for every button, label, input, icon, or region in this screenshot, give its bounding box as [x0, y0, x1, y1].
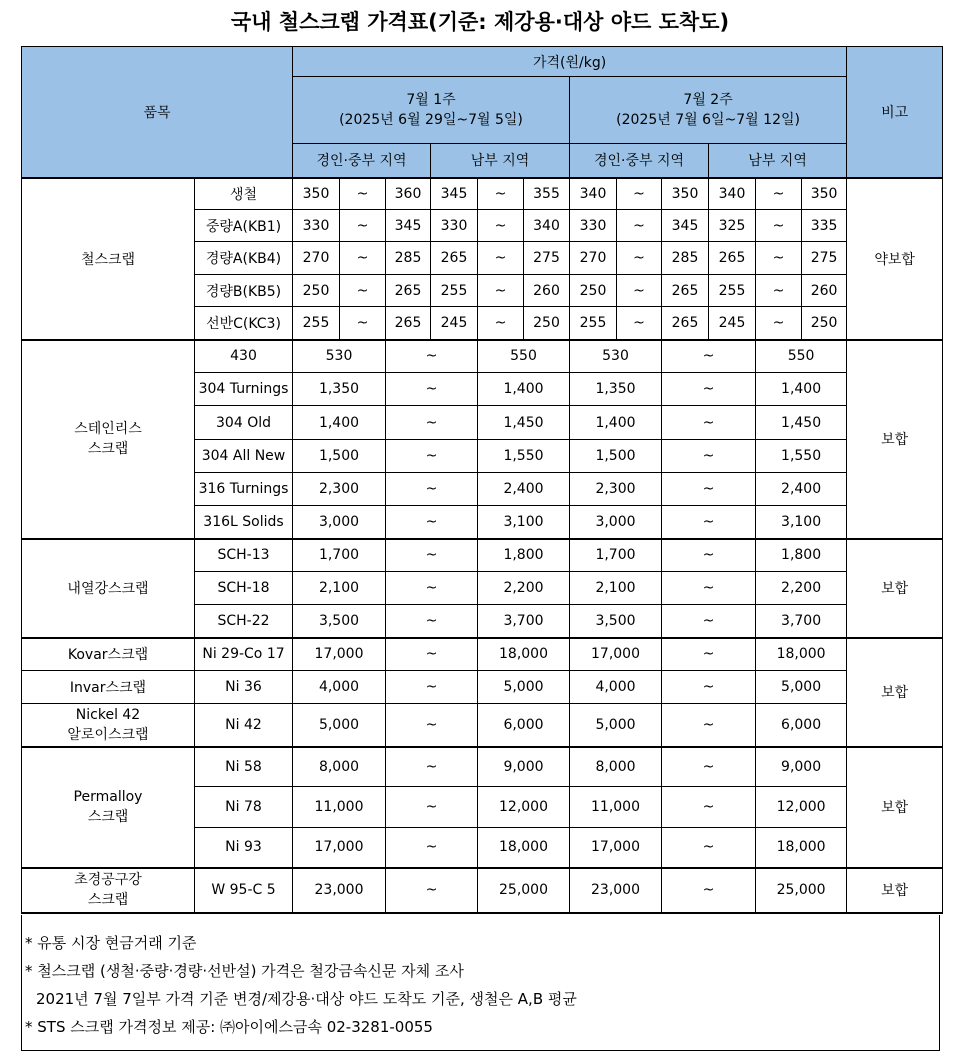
- sub-item: SCH-18: [195, 572, 293, 605]
- price-tilde: ~: [386, 506, 478, 539]
- price-low: 17,000: [293, 638, 386, 671]
- price-low: 340: [709, 178, 756, 210]
- price-low: 325: [709, 210, 756, 242]
- header-item: 품목: [22, 47, 293, 178]
- price-tilde: ~: [386, 704, 478, 747]
- sub-item: 316 Turnings: [195, 473, 293, 506]
- price-tilde: ~: [386, 440, 478, 473]
- note-line: * STS 스크랩 가격정보 제공: ㈜아이에스금속 02-3281-0055: [25, 1018, 433, 1036]
- price-tilde: ~: [662, 539, 756, 572]
- price-high: 265: [386, 275, 431, 307]
- price-low: 245: [709, 307, 756, 340]
- price-low: 8,000: [570, 747, 662, 787]
- header-remark: 비고: [847, 47, 943, 178]
- sub-item: Ni 29-Co 17: [195, 638, 293, 671]
- price-low: 2,300: [570, 473, 662, 506]
- price-low: 3,500: [293, 605, 386, 638]
- group-nickel42-scrap: [22, 704, 195, 747]
- price-tilde: ~: [662, 373, 756, 406]
- header-price-unit: 가격(원/kg): [293, 47, 847, 77]
- price-low: 4,000: [570, 671, 662, 704]
- price-low: 340: [570, 178, 617, 210]
- price-high: 2,200: [756, 572, 847, 605]
- header-week2-region2: 남부 지역: [709, 144, 847, 178]
- price-high: 6,000: [478, 704, 570, 747]
- price-tilde: ~: [340, 307, 386, 340]
- price-tilde: ~: [386, 787, 478, 828]
- group-nickel42-scrap-line: 알로이스크랩: [67, 726, 149, 743]
- price-tilde: ~: [478, 210, 524, 242]
- price-tilde: ~: [386, 539, 478, 572]
- sub-item: 중량A(KB1): [195, 210, 293, 242]
- price-low: 1,500: [293, 440, 386, 473]
- group-carbide-scrap-line: 초경공구강: [74, 872, 142, 888]
- price-high: 18,000: [756, 828, 847, 868]
- price-high: 1,550: [478, 440, 570, 473]
- price-tilde: ~: [662, 506, 756, 539]
- price-low: 2,300: [293, 473, 386, 506]
- price-low: 1,400: [293, 406, 386, 440]
- sub-item: 304 All New: [195, 440, 293, 473]
- price-table: [21, 46, 943, 914]
- header-week1: [293, 77, 570, 144]
- note-line: 2021년 7월 7일부 가격 기준 변경/제강용·대상 야드 도착도 기준, 생철은 A,B 평균: [36, 990, 577, 1008]
- price-low: 255: [293, 307, 340, 340]
- price-tilde: ~: [386, 671, 478, 704]
- price-low: 530: [293, 340, 386, 373]
- price-low: 245: [431, 307, 478, 340]
- price-tilde: ~: [617, 275, 662, 307]
- price-tilde: ~: [478, 242, 524, 275]
- price-high: 285: [386, 242, 431, 275]
- price-low: 17,000: [570, 638, 662, 671]
- price-high: 340: [524, 210, 570, 242]
- price-high: 9,000: [756, 747, 847, 787]
- header-week2-label: 7월 2주: [683, 92, 733, 108]
- note-line: * 유통 시장 현금거래 기준: [25, 934, 197, 952]
- price-tilde: ~: [386, 828, 478, 868]
- price-high: 265: [662, 275, 709, 307]
- price-high: 335: [802, 210, 847, 242]
- sub-item: SCH-22: [195, 605, 293, 638]
- price-high: 3,700: [756, 605, 847, 638]
- price-low: 255: [709, 275, 756, 307]
- price-high: 1,450: [756, 406, 847, 440]
- price-tilde: ~: [756, 242, 802, 275]
- group-permalloy-scrap-line: 스크랩: [87, 809, 129, 825]
- price-high: 3,100: [756, 506, 847, 539]
- sub-item: W 95-C 5: [195, 868, 293, 913]
- price-low: 2,100: [570, 572, 662, 605]
- remark-heat-resistant: 보합: [847, 539, 943, 638]
- price-tilde: ~: [478, 178, 524, 210]
- table-row: [22, 704, 943, 747]
- table-row: [22, 539, 943, 572]
- price-tilde: ~: [617, 178, 662, 210]
- price-tilde: ~: [662, 828, 756, 868]
- group-stainless-scrap: [22, 340, 195, 539]
- price-high: 260: [524, 275, 570, 307]
- table-row: [22, 638, 943, 671]
- group-iron-scrap: 철스크랩: [22, 178, 195, 340]
- price-low: 17,000: [293, 828, 386, 868]
- price-tilde: ~: [340, 242, 386, 275]
- price-low: 265: [709, 242, 756, 275]
- price-low: 5,000: [293, 704, 386, 747]
- group-carbide-scrap: [22, 868, 195, 913]
- table-row: [22, 340, 943, 373]
- price-high: 25,000: [478, 868, 570, 913]
- price-high: 12,000: [756, 787, 847, 828]
- price-high: 550: [478, 340, 570, 373]
- price-tilde: ~: [617, 307, 662, 340]
- price-low: 23,000: [293, 868, 386, 913]
- price-tilde: ~: [386, 747, 478, 787]
- sub-item: Ni 36: [195, 671, 293, 704]
- price-low: 1,400: [570, 406, 662, 440]
- price-high: 2,400: [478, 473, 570, 506]
- price-high: 18,000: [478, 638, 570, 671]
- header-week1-region2: 남부 지역: [431, 144, 570, 178]
- price-high: 275: [524, 242, 570, 275]
- price-high: 18,000: [478, 828, 570, 868]
- price-low: 350: [293, 178, 340, 210]
- group-stainless-scrap-line: 스테인리스: [74, 421, 142, 437]
- sub-item: Ni 58: [195, 747, 293, 787]
- price-low: 5,000: [570, 704, 662, 747]
- price-low: 530: [570, 340, 662, 373]
- header-week1-label: 7월 1주: [406, 92, 456, 108]
- price-low: 11,000: [293, 787, 386, 828]
- price-high: 18,000: [756, 638, 847, 671]
- price-low: 17,000: [570, 828, 662, 868]
- price-low: 4,000: [293, 671, 386, 704]
- remark-iron: 약보합: [847, 178, 943, 340]
- price-tilde: ~: [386, 406, 478, 440]
- sub-item: 선반C(KC3): [195, 307, 293, 340]
- price-high: 2,400: [756, 473, 847, 506]
- price-tilde: ~: [386, 340, 478, 373]
- price-tilde: ~: [340, 210, 386, 242]
- price-high: 1,400: [478, 373, 570, 406]
- price-tilde: ~: [386, 605, 478, 638]
- price-tilde: ~: [662, 704, 756, 747]
- price-high: 1,800: [478, 539, 570, 572]
- price-high: 12,000: [478, 787, 570, 828]
- price-high: 275: [802, 242, 847, 275]
- price-high: 550: [756, 340, 847, 373]
- sub-item: 430: [195, 340, 293, 373]
- table-row: [22, 747, 943, 787]
- sub-item: 경량A(KB4): [195, 242, 293, 275]
- note-line: * 철스크랩 (생철·중량·경량·선반설) 가격은 철강금속신문 자체 조사: [25, 962, 464, 980]
- price-tilde: ~: [617, 242, 662, 275]
- price-low: 1,350: [570, 373, 662, 406]
- price-low: 270: [570, 242, 617, 275]
- price-tilde: ~: [340, 178, 386, 210]
- price-low: 345: [431, 178, 478, 210]
- price-low: 3,000: [570, 506, 662, 539]
- price-high: 345: [662, 210, 709, 242]
- group-kovar-scrap: Kovar스크랩: [22, 638, 195, 671]
- price-tilde: ~: [662, 473, 756, 506]
- price-high: 350: [802, 178, 847, 210]
- price-high: 5,000: [478, 671, 570, 704]
- price-low: 250: [570, 275, 617, 307]
- price-low: 1,700: [570, 539, 662, 572]
- price-tilde: ~: [340, 275, 386, 307]
- price-tilde: ~: [662, 868, 756, 913]
- price-tilde: ~: [756, 210, 802, 242]
- remark-carbide: 보합: [847, 868, 943, 913]
- group-carbide-scrap-line: 스크랩: [87, 892, 129, 908]
- price-high: 2,200: [478, 572, 570, 605]
- header-week2-region1: 경인·중부 지역: [570, 144, 709, 178]
- header-week1-region1: 경인·중부 지역: [293, 144, 431, 178]
- table-row: [22, 178, 943, 210]
- price-high: 3,100: [478, 506, 570, 539]
- price-tilde: ~: [662, 638, 756, 671]
- price-low: 1,700: [293, 539, 386, 572]
- price-high: 250: [524, 307, 570, 340]
- price-low: 250: [293, 275, 340, 307]
- price-high: 25,000: [756, 868, 847, 913]
- price-low: 23,000: [570, 868, 662, 913]
- table-row: [22, 671, 943, 704]
- sub-item: 304 Old: [195, 406, 293, 440]
- price-high: 1,550: [756, 440, 847, 473]
- header-week2: [570, 77, 847, 144]
- price-tilde: ~: [756, 178, 802, 210]
- price-tilde: ~: [386, 373, 478, 406]
- sub-item: 316L Solids: [195, 506, 293, 539]
- price-high: 1,450: [478, 406, 570, 440]
- price-high: 5,000: [756, 671, 847, 704]
- price-tilde: ~: [386, 868, 478, 913]
- sub-item: Ni 93: [195, 828, 293, 868]
- group-heat-resistant-scrap: 내열강스크랩: [22, 539, 195, 638]
- price-tilde: ~: [662, 406, 756, 440]
- remark-alloy: 보합: [847, 638, 943, 747]
- price-high: 1,400: [756, 373, 847, 406]
- header-week2-range: (2025년 7월 6일~7월 12일): [616, 112, 800, 128]
- price-tilde: ~: [756, 275, 802, 307]
- price-tilde: ~: [386, 473, 478, 506]
- price-low: 255: [570, 307, 617, 340]
- notes-box: [21, 915, 940, 1051]
- price-high: 265: [386, 307, 431, 340]
- price-low: 265: [431, 242, 478, 275]
- price-tilde: ~: [662, 671, 756, 704]
- price-high: 350: [662, 178, 709, 210]
- price-high: 3,700: [478, 605, 570, 638]
- price-tilde: ~: [662, 572, 756, 605]
- sub-item: 생철: [195, 178, 293, 210]
- price-high: 260: [802, 275, 847, 307]
- remark-permalloy: 보합: [847, 747, 943, 868]
- price-low: 3,500: [570, 605, 662, 638]
- price-tilde: ~: [662, 747, 756, 787]
- group-permalloy-scrap-line: Permalloy: [73, 789, 143, 805]
- price-high: 9,000: [478, 747, 570, 787]
- price-tilde: ~: [662, 787, 756, 828]
- price-low: 8,000: [293, 747, 386, 787]
- price-high: 360: [386, 178, 431, 210]
- price-tilde: ~: [662, 440, 756, 473]
- price-low: 11,000: [570, 787, 662, 828]
- price-tilde: ~: [756, 307, 802, 340]
- price-tilde: ~: [386, 572, 478, 605]
- group-nickel42-scrap-line: Nickel 42: [75, 706, 141, 723]
- price-high: 1,800: [756, 539, 847, 572]
- price-low: 330: [570, 210, 617, 242]
- price-low: 2,100: [293, 572, 386, 605]
- price-low: 330: [293, 210, 340, 242]
- price-high: 345: [386, 210, 431, 242]
- sub-item: SCH-13: [195, 539, 293, 572]
- price-low: 1,500: [570, 440, 662, 473]
- sub-item: Ni 78: [195, 787, 293, 828]
- price-tilde: ~: [386, 638, 478, 671]
- group-permalloy-scrap: [22, 747, 195, 868]
- price-tilde: ~: [617, 210, 662, 242]
- remark-stainless: 보합: [847, 340, 943, 539]
- sub-item: 경량B(KB5): [195, 275, 293, 307]
- price-tilde: ~: [478, 275, 524, 307]
- price-high: 285: [662, 242, 709, 275]
- price-high: 250: [802, 307, 847, 340]
- group-stainless-scrap-line: 스크랩: [87, 441, 129, 457]
- sub-item: 304 Turnings: [195, 373, 293, 406]
- sub-item: Ni 42: [195, 704, 293, 747]
- page-title: 국내 철스크랩 가격표(기준: 제강용·대상 야드 도착도): [230, 10, 730, 34]
- price-low: 1,350: [293, 373, 386, 406]
- price-tilde: ~: [662, 340, 756, 373]
- table-row: [22, 868, 943, 913]
- price-low: 255: [431, 275, 478, 307]
- group-invar-scrap: Invar스크랩: [22, 671, 195, 704]
- price-low: 330: [431, 210, 478, 242]
- price-tilde: ~: [662, 605, 756, 638]
- price-tilde: ~: [478, 307, 524, 340]
- header-week1-range: (2025년 6월 29일~7월 5일): [339, 112, 523, 128]
- price-high: 6,000: [756, 704, 847, 747]
- price-low: 270: [293, 242, 340, 275]
- price-high: 265: [662, 307, 709, 340]
- price-low: 3,000: [293, 506, 386, 539]
- price-high: 355: [524, 178, 570, 210]
- price-table-body: [22, 47, 943, 913]
